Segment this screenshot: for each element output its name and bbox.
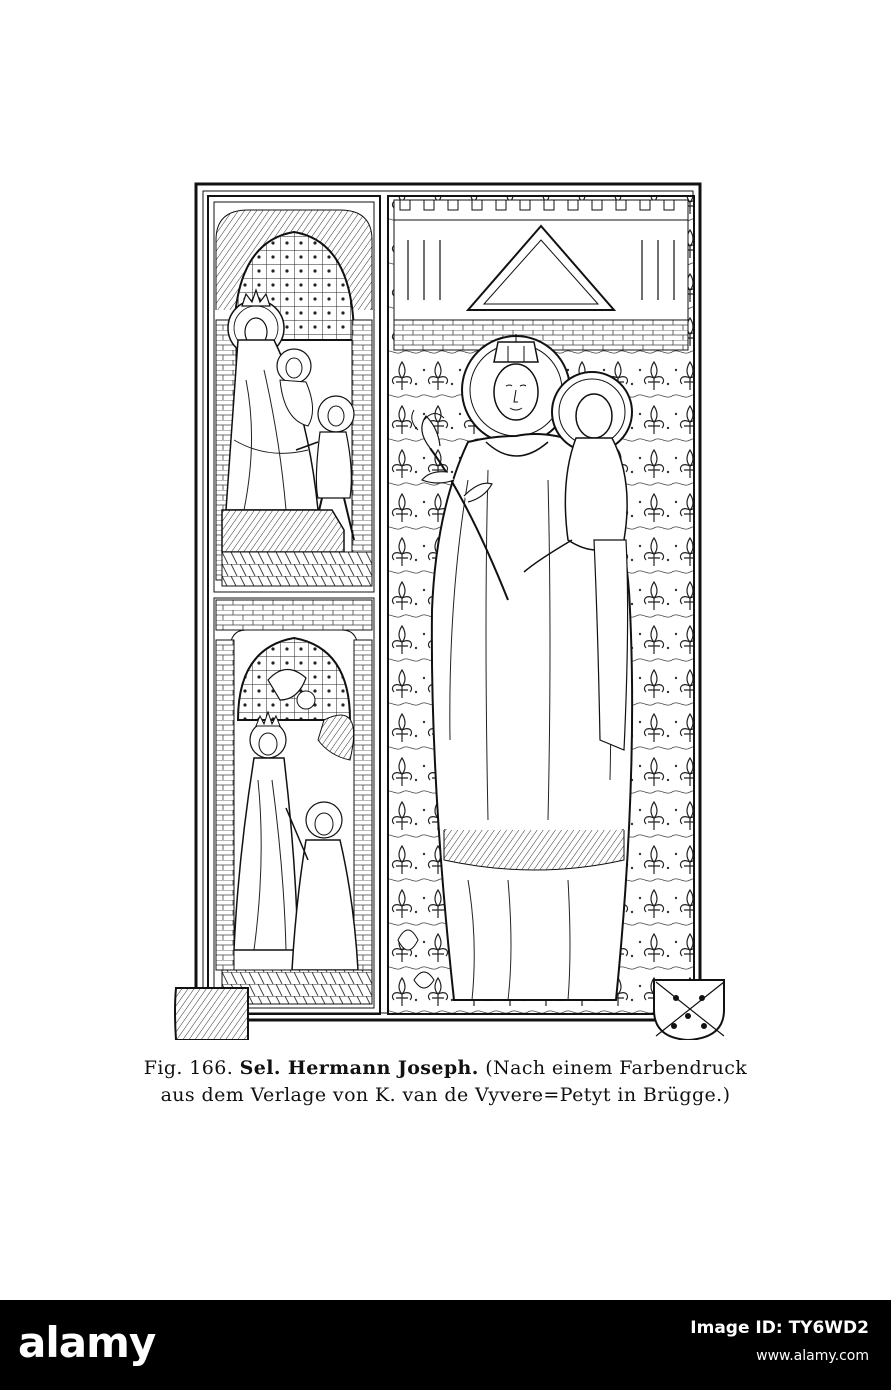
watermark-banner xyxy=(0,1300,891,1390)
site-url: www.alamy.com xyxy=(756,1348,869,1364)
left-panel xyxy=(175,196,380,1040)
caption-title: Sel. Hermann Joseph. xyxy=(239,1057,479,1079)
right-panel xyxy=(388,196,694,1014)
image-id-label: Image ID: TY6WD2 xyxy=(690,1318,869,1338)
figure-caption xyxy=(0,1055,891,1109)
caption-line-2: aus dem Verlage von K. van de Vyvere=Petyt in Brügge.) xyxy=(160,1084,731,1106)
upper-scene xyxy=(214,202,374,592)
caption-line-1 xyxy=(0,1055,891,1082)
caption-source-part1: (Nach einem Farbendruck xyxy=(485,1057,748,1079)
stained-glass-illustration xyxy=(168,180,728,1040)
lower-scene xyxy=(214,598,374,1008)
alamy-logo: alamy xyxy=(18,1318,156,1367)
caption-fig-label: Fig. 166. xyxy=(143,1057,234,1079)
